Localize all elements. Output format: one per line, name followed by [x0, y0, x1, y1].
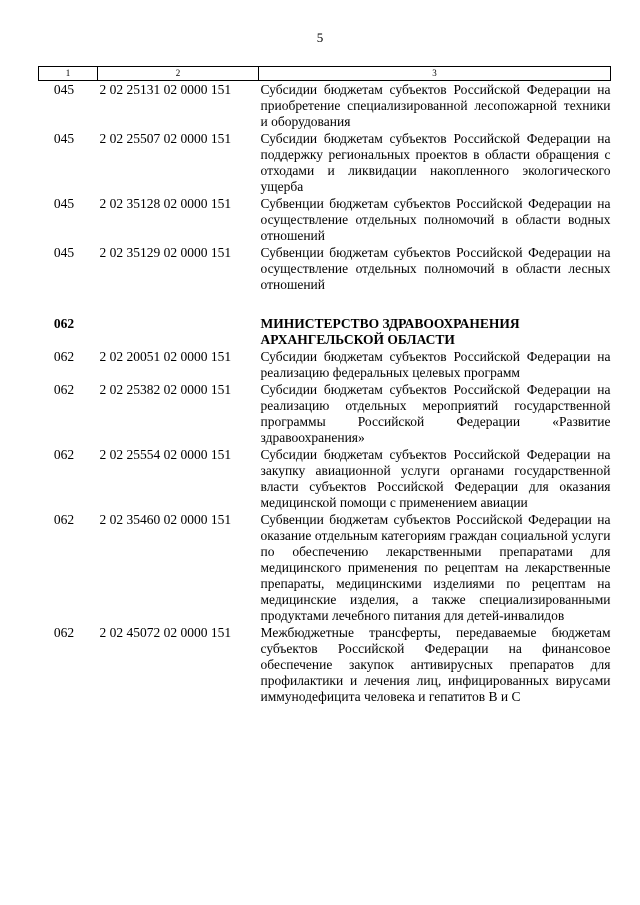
- revenue-code: 2 02 20051 02 0000 151: [99, 349, 232, 364]
- table-header-row: [39, 67, 611, 81]
- table-row: [39, 130, 611, 195]
- revenue-code: 2 02 45072 02 0000 151: [99, 625, 232, 640]
- admin-code: 062: [53, 349, 75, 364]
- revenue-code: 2 02 35129 02 0000 151: [99, 245, 232, 260]
- revenue-code: 2 02 35128 02 0000 151: [99, 196, 232, 211]
- admin-code: 062: [53, 382, 75, 397]
- table-row: [39, 195, 611, 244]
- table-row: [39, 244, 611, 293]
- ministry-name: МИНИСТЕРСТВО ЗДРАВООХРАНЕНИЯ АРХАНГЕЛЬСКОЙ ОБЛАСТИ: [260, 316, 520, 347]
- admin-code: 045: [53, 82, 75, 97]
- spacer-row: [39, 293, 611, 312]
- revenue-name: Субвенции бюджетам субъектов Российской Федерации на оказание отдельным категориям граждан социальной услуги по обеспечению лекарственными препаратами для медицинского применения по рецептам на лекарственные препараты, медицинскими изделиями по рецептам на медицинские изделия, а также специализированными продуктами лечебного питания для детей-инвалидов: [260, 512, 611, 623]
- admin-code: 062: [53, 447, 75, 462]
- table-row: [39, 446, 611, 511]
- admin-code: 062: [53, 625, 75, 640]
- revenue-code: 2 02 25131 02 0000 151: [99, 82, 232, 97]
- ministry-empty-cell: [98, 312, 259, 348]
- admin-code: 062: [53, 512, 75, 527]
- table-row: [39, 381, 611, 446]
- column-header-1: 1: [39, 67, 98, 81]
- ministry-heading-row: [39, 312, 611, 348]
- revenue-name: Субсидии бюджетам субъектов Российской Федерации на приобретение специализированной лесопожарной техники и оборудования: [260, 82, 611, 129]
- page-number: 5: [316, 30, 324, 45]
- revenue-code: 2 02 25382 02 0000 151: [99, 382, 232, 397]
- revenue-name: Субсидии бюджетам субъектов Российской Федерации на реализацию отдельных мероприятий государственной программы Российской Федерации «Развитие здравоохранения»: [260, 382, 611, 445]
- revenue-name: Субвенции бюджетам субъектов Российской Федерации на осуществление отдельных полномочий в области лесных отношений: [260, 245, 611, 292]
- admin-code: 045: [53, 131, 75, 146]
- table-row: [39, 348, 611, 381]
- ministry-code: 062: [53, 316, 75, 331]
- table-row: [39, 511, 611, 624]
- admin-code: 045: [53, 196, 75, 211]
- revenue-name: Субсидии бюджетам субъектов Российской Федерации на закупку авиационной услуги органами государственной власти субъектов Российской Федерации для оказания медицинской помощи с применением авиации: [260, 447, 611, 510]
- revenue-name: Межбюджетные трансферты, передаваемые бюджетам субъектов Российской Федерации на финансовое обеспечение закупок антивирусных препаратов для профилактики и лечения лиц, инфицированных вирусами иммунодефицита человека и гепатитов В и С: [260, 625, 611, 704]
- revenue-name: Субсидии бюджетам субъектов Российской Федерации на реализацию федеральных целевых программ: [260, 349, 611, 380]
- admin-code: 045: [53, 245, 75, 260]
- budget-revenue-table: [38, 66, 611, 705]
- column-header-3: 3: [259, 67, 611, 81]
- revenue-code: 2 02 25507 02 0000 151: [99, 131, 232, 146]
- column-header-2: 2: [98, 67, 259, 81]
- revenue-name: Субвенции бюджетам субъектов Российской Федерации на осуществление отдельных полномочий в области водных отношений: [260, 196, 611, 243]
- revenue-code: 2 02 35460 02 0000 151: [99, 512, 232, 527]
- revenue-name: Субсидии бюджетам субъектов Российской Федерации на поддержку региональных проектов в области обращения с отходами и ликвидации накопленного экологического ущерба: [260, 131, 611, 194]
- table-row: [39, 81, 611, 131]
- table-row: [39, 624, 611, 705]
- revenue-code: 2 02 25554 02 0000 151: [99, 447, 232, 462]
